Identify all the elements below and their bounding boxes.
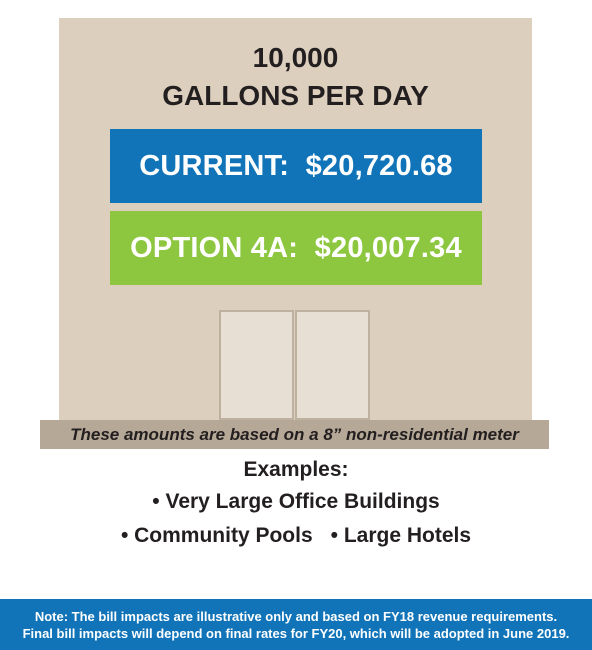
current-rate-panel — [110, 129, 482, 203]
example-item: Large Hotels — [343, 524, 472, 547]
door-left — [219, 310, 294, 420]
bullet: • — [120, 524, 129, 547]
example-item: Community Pools — [134, 524, 313, 547]
current-label: CURRENT: — [139, 149, 290, 182]
door-right — [295, 310, 370, 420]
bullet: • — [152, 490, 160, 513]
footnote-banner — [0, 599, 592, 650]
examples-line-2 — [0, 524, 592, 548]
examples-title: Examples: — [243, 458, 349, 481]
meter-caption: These amounts are based on a 8” non-residential meter — [40, 420, 549, 449]
option-4a-panel — [110, 211, 482, 285]
example-item: Very Large Office Buildings — [165, 490, 440, 513]
volume-amount: 10,000 — [252, 42, 339, 73]
footnote-line-2: Final bill impacts will depend on final rates for FY20, which will be adopted in June 2019. — [22, 625, 570, 641]
option-label: OPTION 4A: — [130, 231, 299, 264]
current-value: $20,720.68 — [305, 149, 453, 182]
footnote-line-1: Note: The bill impacts are illustrative only and based on FY18 revenue requirements. — [34, 608, 558, 624]
building-illustration — [59, 18, 532, 420]
bullet: • — [330, 524, 339, 547]
option-value: $20,007.34 — [314, 231, 462, 264]
examples-line-1 — [0, 490, 592, 514]
volume-unit: GALLONS PER DAY — [162, 80, 429, 111]
